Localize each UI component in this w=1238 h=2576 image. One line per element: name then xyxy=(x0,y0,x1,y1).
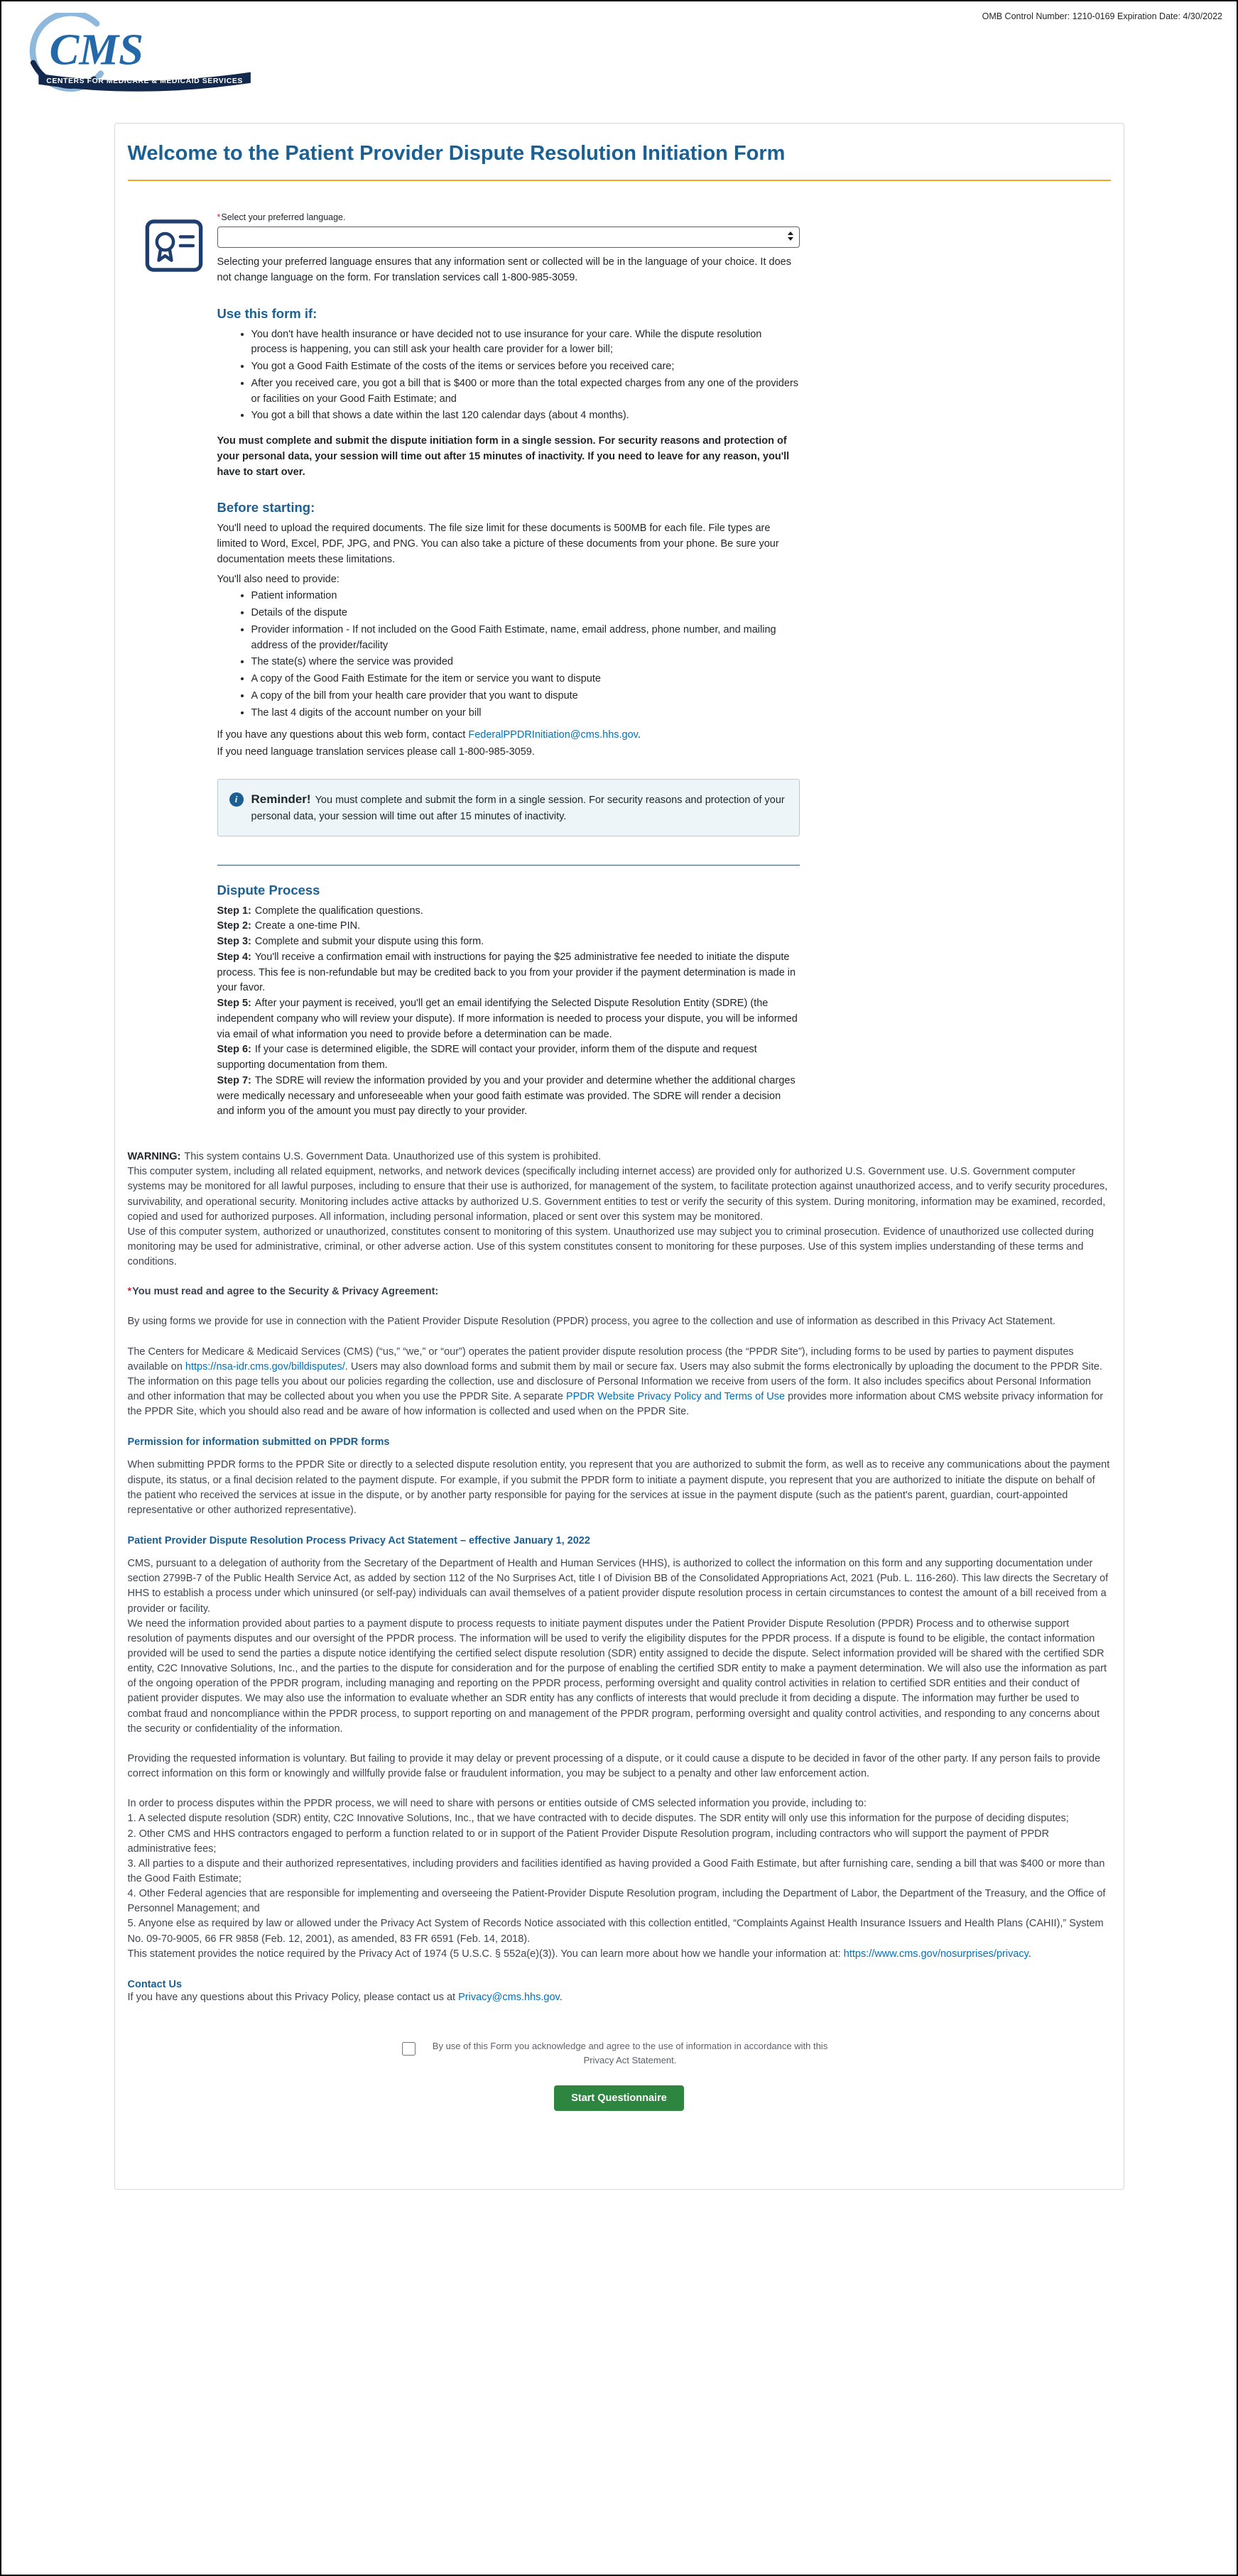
form-card xyxy=(114,123,1124,2190)
logo-acronym: CMS xyxy=(49,24,144,75)
certificate-icon xyxy=(143,212,217,1120)
list-item: • Provider information - If not included on the Good Faith Estimate, name, email address, phone number, and mailing address of the provider/facility xyxy=(251,623,800,654)
translation-services-line: If you need language translation services please call 1-800-985-3059. xyxy=(217,746,535,758)
share-item: 4. Other Federal agencies that are responsible for implementing and overseeing the Patient-Provider Dispute Resolution program, including the Department of Labor, the Department of the Treasury, and the Office of Personnel Management; and xyxy=(127,1888,1106,1915)
list-item: • Patient information xyxy=(251,589,800,604)
accent-divider xyxy=(128,180,1111,181)
cms-logo-graphic xyxy=(14,13,264,95)
step-item: Step 5: After your payment is received, you'll get an email identifying the Selected Dispute Resolution Entity (SDRE) (the independent company who will review your dispute). If more information is needed to process your dispute, you will be informed via email of what information you need to provide before a determination can be made. xyxy=(217,998,798,1040)
provide-list xyxy=(217,589,800,721)
intro-content xyxy=(217,212,800,1120)
use-form-heading: Use this form if: xyxy=(217,305,317,321)
reminder-alert xyxy=(217,779,800,836)
list-item: • You don't have health insurance or have decided not to use insurance for your care. While the dispute resolution process is happening, you can still ask your health care provider for a lower bill; xyxy=(251,327,800,359)
federal-ppdr-email-link[interactable]: FederalPPDRInitiation@cms.hhs.gov xyxy=(468,729,638,741)
statement-paragraph-2: We need the information provided about parties to a payment dispute to process requests to initiate payment disputes under the Patient Provider Dispute Resolution (PPDR) Process and to otherwise support resolution of payments disputes and our oversight of the PPDR process. The information will be used to verify the eligibility disputes for the PPDR process. If a dispute is found to be eligible, the contact information provided will be used to send the parties a dispute notice identifying the certified select dispute resolution (SDR) entity assigned to decide the dispute. Select information provided will be shared with the certified SDR entity, C2C Innovative Solutions, Inc., and the parties to the dispute for consideration and for the purpose of enabling the certified SDR entity to make a payment determination. We will also use the information as part of the ongoing operation of the PPDR program, including managing and reporting on the PPDR process, performing oversight and quality control activities in relation to certified SDR entities and their conduct of patient provider disputes. We may also use the information to evaluate whether an SDR entity has any conflicts of interests that would preclude it from deciding a dispute. The information may further be used to combat fraud and noncompliance within the PPDR process, to support reporting on and management of the PPDR program, performing oversight and quality control activities, and responding to any concerns about the security or confidentiality of the information. xyxy=(127,1617,1107,1735)
list-item: • You got a bill that shows a date within the last 120 calendar days (about 4 months). xyxy=(251,408,800,424)
privacy-act-statement-heading: Patient Provider Dispute Resolution Process Privacy Act Statement – effective January 1, 2022 xyxy=(127,1535,590,1547)
share-intro-paragraph: In order to process disputes within the PPDR process, we will need to share with persons or entities outside of CMS selected information you provide, including to: xyxy=(127,1798,867,1810)
privacy-email-link[interactable]: Privacy@cms.hhs.gov xyxy=(458,1991,560,2003)
web-form-questions-line: If you have any questions about this web form, contact FederalPPDRInitiation@cms.hhs.gov. xyxy=(217,729,641,741)
privacy-intro-paragraph: By using forms we provide for use in connection with the Patient Provider Dispute Resolution (PPDR) process, you agree to the collection and use of information as described in this Privacy Act Statement. xyxy=(127,1316,1055,1328)
privacy-agree-label: By use of this Form you acknowledge and agree to the use of information in accordance with this Privacy Act Statement. xyxy=(432,2041,828,2065)
contact-us-line: If you have any questions about this Privacy Policy, please contact us at Privacy@cms.hhs.gov. xyxy=(127,1991,563,2003)
share-item: 3. All parties to a dispute and their authorized representatives, including providers and facilities identified as having provided a Good Faith Estimate, but after furnishing care, sending a bill that was $400 or more than the Good Faith Estimate; xyxy=(127,1857,1105,1884)
share-item: 2. Other CMS and HHS contractors engaged to perform a function related to or in support of the Patient Provider Dispute Resolution program, including contractors who will support the payment of PPDR administrative fees; xyxy=(127,1828,1050,1855)
omb-control-number: OMB Control Number: 1210-0169 Expiration Date: 4/30/2022 xyxy=(982,11,1222,21)
permission-paragraph: When submitting PPDR forms to the PPDR Site or directly to a selected dispute resolution entity, you represent that you are authorized to submit the form, as well as to receive any communications about the payment dispute, its status, or a final decision related to the payment dispute. For example, if you submit the PPDR form to initiate a payment dispute, you represent that you are authorized to initiate the dispute on behalf of the patient who received the services at issue in the dispute, or by another party responsible for paying for the services at issue in the payment dispute (such as the patient's parent, guardian, court-appointed representative or other authorized representative). xyxy=(127,1459,1110,1516)
list-item: • Details of the dispute xyxy=(251,606,800,621)
start-questionnaire-button[interactable]: Start Questionnaire xyxy=(554,2085,684,2111)
ppdr-privacy-terms-link[interactable]: PPDR Website Privacy Policy and Terms of Use xyxy=(565,1391,786,1403)
reminder-text: Reminder! You must complete and submit the form in a single session. For security reasons and protection of your personal data, your session will time out after 15 minutes of inactivity. xyxy=(251,792,785,823)
reminder-title: Reminder! xyxy=(251,792,311,806)
step-item: Step 2: Create a one-time PIN. xyxy=(217,920,361,932)
language-help-text: Selecting your preferred language ensures that any information sent or collected will be in the language of your choice. It does not change language on the form. For translation services call 1-800-985-3059. xyxy=(217,256,791,283)
step-item: Step 1: Complete the qualification questions. xyxy=(217,905,423,917)
privacy-agree-checkbox[interactable] xyxy=(402,2042,416,2056)
step-item: Step 4: You'll receive a confirmation email with instructions for paying the $25 administrative fee needed to initiate the dispute process. This fee is non-refundable but may be credited back to you from your provider if the payment determination is made in your favor. xyxy=(217,951,796,994)
security-privacy-agreement-heading: *You must read and agree to the Security & Privacy Agreement: xyxy=(127,1286,439,1298)
list-item: • The last 4 digits of the account number on your bill xyxy=(251,706,800,721)
section-divider xyxy=(217,865,800,866)
voluntary-paragraph: Providing the requested information is voluntary. But failing to provide it may delay or prevent processing of a dispute, or it could cause a dispute to be decided in favor of the other party. If any person fails to provide correct information on this form or knowingly and willfully provide false or fraudulent information, you may be subject to a penalty and other law enforcement action. xyxy=(127,1752,1101,1780)
dispute-process-heading: Dispute Process xyxy=(217,882,320,897)
upload-requirements-text: You'll need to upload the required documents. The file size limit for these documents is 500MB for each file. File types are limited to Word, Excel, PDF, JPG, and PNG. You can also take a picture of these documents from your phone. Be sure your documentation meets these limitations. xyxy=(217,523,779,565)
warning-paragraph-2: Use of this computer system, authorized or unauthorized, constitutes consent to monitoring of this system. Unauthorized use may subject you to criminal prosecution. Evidence of unauthorized use collected during monitoring may be used for administrative, criminal, or other adverse action. Use of this system constitutes consent to monitoring for these purposes. Use of this system implies understanding of these terms and conditions. xyxy=(127,1226,1094,1268)
list-item: • A copy of the bill from your health care provider that you want to dispute xyxy=(251,689,800,704)
step-item: Step 3: Complete and submit your dispute using this form. xyxy=(217,936,484,948)
list-item: • The state(s) where the service was provided xyxy=(251,655,800,670)
dispute-process-steps xyxy=(217,904,800,1120)
step-item: Step 7: The SDRE will review the information provided by you and your provider and determine whether the additional charges were medically necessary and unforeseeable when your good faith estimate was provided. The SDRE will render a decision and inform you of the amount you must pay directly to your provider. xyxy=(217,1074,796,1118)
permission-heading: Permission for information submitted on PPDR forms xyxy=(127,1436,390,1448)
info-icon: i xyxy=(229,792,244,807)
share-item: 5. Anyone else as required by law or allowed under the Privacy Act System of Records Notice associated with this collection entitled, “Complaints Against Health Insurance Issuers and Health Plans (CAHII),” System No. 09-70-9005, 66 FR 9858 (Feb. 12, 2001), as amended, 83 FR 6591 (Feb. 14, 2018). xyxy=(127,1918,1104,1945)
privacy-section xyxy=(128,1150,1111,2005)
statement-paragraph-1: CMS, pursuant to a delegation of authority from the Secretary of the Department of Health and Human Services (HHS), is authorized to collect the information on this form and any supporting documentation under section 2799B-7 of the Public Health Service Act, as added by section 112 of the No Surprises Act, title I of Division BB of the Consolidated Appropriations Act, 2021 (Pub. L. 116-260). This law directs the Secretary of HHS to establish a process under which uninsured (or self-pay) individuals can avail themselves of a patient provider dispute resolution process in certain circumstances to contest the amount of a bill received from a provider or facility. xyxy=(127,1558,1109,1615)
provide-intro-text: You'll also need to provide: xyxy=(217,573,340,585)
intro-section xyxy=(126,212,1112,1120)
button-row xyxy=(126,2085,1112,2111)
language-label: *Select your preferred language. xyxy=(217,212,346,222)
warning-intro: WARNING: This system contains U.S. Government Data. Unauthorized use of this system is prohibited. xyxy=(127,1151,602,1163)
billdisputes-url-link[interactable]: https://nsa-idr.cms.gov/billdisputes/ xyxy=(185,1360,345,1372)
list-item: • After you received care, you got a bill that is $400 or more than the total expected charges from any one of the providers or facilities on your Good Faith Estimate; and xyxy=(251,376,800,408)
step-item: Step 6: If your case is determined eligible, the SDRE will contact your provider, inform them of the dispute and request supporting documentation from them. xyxy=(217,1044,757,1071)
logo-tagline: CENTERS FOR MEDICARE & MEDICAID SERVICES xyxy=(46,77,243,85)
warning-paragraph-1: This computer system, including all related equipment, networks, and network devices (specifically including internet access) are provided only for authorized U.S. Government use. U.S. Government computer systems may be monitored for all lawful purposes, including to ensure that their use is authorized, for management of the system, to facilitate protection against unauthorized access, and to verify security procedures, survivability, and operational security. Monitoring includes active attacks by authorized U.S. Government entities to test or verify the security of this system. During monitoring, information may be examined, recorded, copied and used for authorized purposes. All information, including personal information, placed or sent over this system may be monitored. xyxy=(127,1166,1108,1223)
cms-operations-paragraph: The Centers for Medicare & Medicaid Services (CMS) (“us,” “we,” or “our”) operates the patient provider dispute resolution process (the “PPDR Site”), including forms to be used by parties to payment disputes available on https://nsa-idr.cms.gov/billdisputes/. Users may also download forms and submit them by mail or secure fax. Users may also submit the forms electronically by uploading the document to the PPDR Site. The information on this page tells you about our policies regarding the collection, use and disclosure of Personal Information we receive from users of the form. It also includes specifics about Personal Information and other information that may be collected about you when you use the PPDR Site. A separate PPDR Website Privacy Policy and Terms of Use provides more information about CMS website privacy information for the PPDR Site, which you should also read and be aware of how information is collected and used when on the PPDR Site. xyxy=(127,1346,1104,1418)
page-title: Welcome to the Patient Provider Dispute Resolution Initiation Form xyxy=(127,142,786,165)
contact-us-heading: Contact Us xyxy=(127,1978,183,1990)
share-item: 1. A selected dispute resolution (SDR) entity, C2C Innovative Solutions, Inc., that we have contracted with to decide disputes. The SDR entity will only use this information for the purpose of deciding disputes; xyxy=(127,1813,1069,1825)
language-select-field xyxy=(217,227,800,248)
acknowledge-row xyxy=(126,2039,1112,2067)
required-asterisk: * xyxy=(127,1286,132,1298)
before-starting-heading: Before starting: xyxy=(217,500,315,515)
list-item: • A copy of the Good Faith Estimate for the item or service you want to dispute xyxy=(251,672,800,687)
required-asterisk: * xyxy=(217,212,221,222)
nosurprises-privacy-url-link[interactable]: https://www.cms.gov/nosurprises/privacy xyxy=(843,1948,1028,1960)
cms-logo xyxy=(14,13,277,99)
single-session-note: You must complete and submit the dispute initiation form in a single session. For security reasons and protection of your personal data, your session will time out after 15 minutes of inactivity. If you need to leave for any reason, you'll have to start over. xyxy=(217,435,790,478)
language-select[interactable] xyxy=(217,227,800,248)
use-form-list xyxy=(217,327,800,425)
privacy-act-notice-line: This statement provides the notice required by the Privacy Act of 1974 (5 U.S.C. § 552a(e)(3)). You can learn more about how we handle your information at: https://www.cms.gov/nosurprises/privacy. xyxy=(127,1948,1031,1960)
list-item: • You got a Good Faith Estimate of the costs of the items or services before you received care; xyxy=(251,359,800,375)
